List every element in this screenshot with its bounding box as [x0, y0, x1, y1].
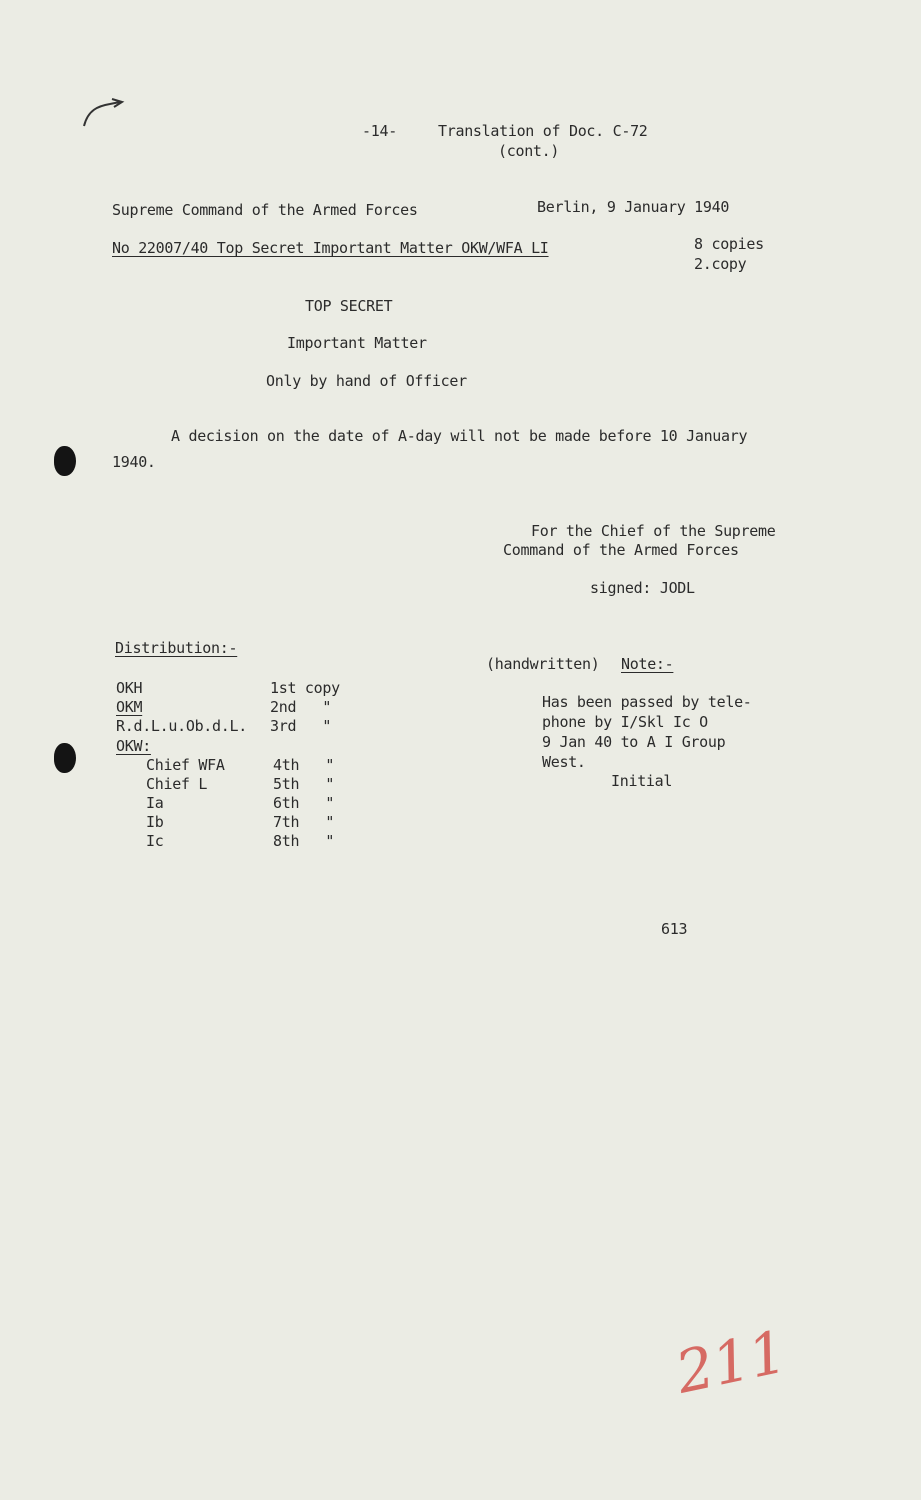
note-heading-prefix: (handwritten) — [486, 655, 609, 673]
distribution-name: Chief L — [146, 775, 208, 793]
reference-number: No 22007/40 Top Secret Important Matter OKW/WFA LI — [112, 239, 549, 257]
distribution-name: OKW: — [116, 737, 151, 755]
distribution-copy: 5th " — [273, 775, 335, 793]
signed-by: signed: JODL — [590, 579, 695, 597]
page-number: -14- — [362, 122, 397, 140]
note-heading: Note:- — [621, 655, 674, 673]
distribution-name: Ib — [146, 813, 164, 831]
note-line-2: phone by I/Skl Ic O — [542, 713, 708, 731]
issuer: Supreme Command of the Armed Forces — [112, 201, 418, 219]
distribution-copy: 3rd " — [270, 717, 332, 735]
distribution-name: Ia — [146, 794, 164, 812]
document-title-cont: (cont.) — [498, 142, 560, 160]
classification-important: Important Matter — [287, 334, 427, 352]
distribution-copy: 7th " — [273, 813, 335, 831]
distribution-heading: Distribution:- — [115, 639, 238, 657]
handwritten-folio-number: 211 — [670, 1317, 793, 1407]
document-title: Translation of Doc. C-72 — [438, 122, 648, 140]
body-line-2: 1940. — [112, 453, 156, 471]
note-line-4: West. — [542, 753, 586, 771]
signature-line-1: For the Chief of the Supreme — [531, 522, 776, 540]
note-line-3: 9 Jan 40 to A I Group — [542, 733, 726, 751]
punch-hole-top — [54, 446, 76, 476]
signature-line-2: Command of the Armed Forces — [503, 541, 739, 559]
pencil-mark-icon — [80, 96, 128, 136]
copies-count: 8 copies — [694, 235, 764, 253]
place-date: Berlin, 9 January 1940 — [537, 198, 730, 216]
distribution-name: Ic — [146, 832, 164, 850]
copy-number: 2.copy — [694, 255, 747, 273]
distribution-name: Chief WFA — [146, 756, 225, 774]
distribution-name: OKH — [116, 679, 143, 697]
note-initial: Initial — [611, 772, 673, 790]
distribution-copy: 2nd " — [270, 698, 332, 716]
distribution-copy: 1st copy — [270, 679, 340, 697]
classification-handling: Only by hand of Officer — [266, 372, 467, 390]
note-line-1: Has been passed by tele- — [542, 693, 752, 711]
punch-hole-bottom — [54, 743, 76, 773]
body-line-1: A decision on the date of A-day will not be made before 10 January — [171, 427, 748, 445]
classification-top-secret: TOP SECRET — [305, 297, 393, 315]
distribution-name: R.d.L.u.Ob.d.L. — [116, 717, 247, 735]
distribution-copy: 6th " — [273, 794, 335, 812]
page-reference: 613 — [661, 920, 688, 938]
distribution-copy: 4th " — [273, 756, 335, 774]
distribution-copy: 8th " — [273, 832, 335, 850]
distribution-name: OKM — [116, 698, 143, 716]
